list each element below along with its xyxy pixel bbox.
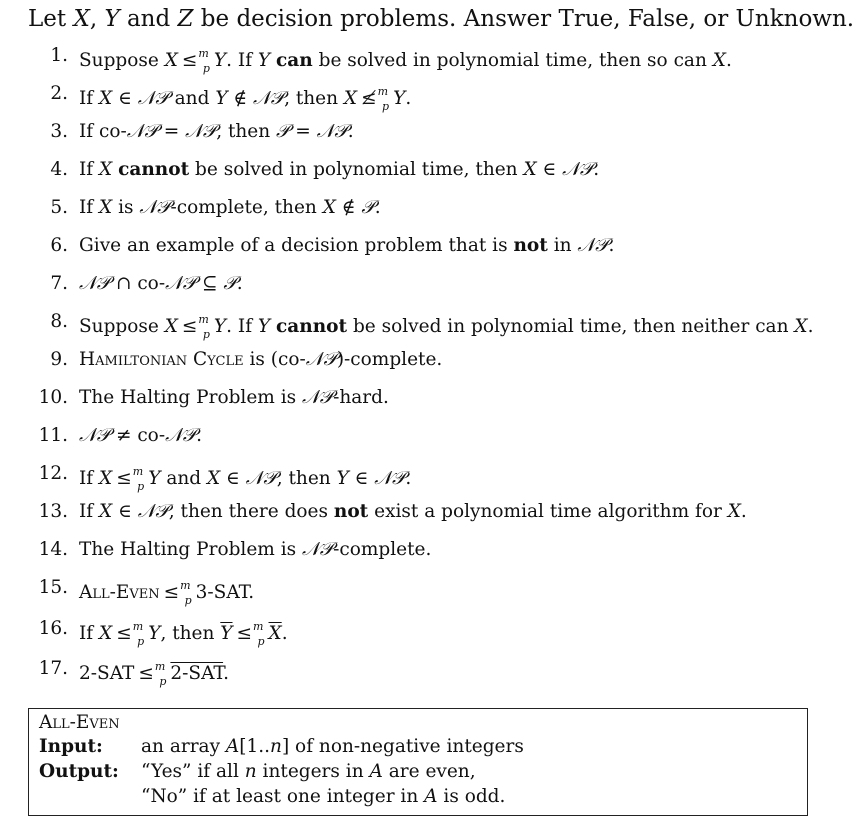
question-item	[0, 654, 856, 688]
question-item	[0, 459, 856, 493]
question-number: 3.	[50, 121, 68, 142]
intro-text: Let X, Y and Z be decision problems. Answer True, False, or Unknown.	[28, 6, 855, 32]
question-item	[0, 193, 856, 223]
question-number: 8.	[50, 311, 68, 332]
question-item	[0, 421, 856, 451]
question-number: 4.	[50, 159, 68, 180]
question-item	[0, 231, 856, 261]
question-number: 7.	[50, 273, 68, 294]
question-number: 15.	[38, 577, 68, 598]
question-number: 16.	[38, 618, 68, 639]
question-text: 𝒩𝒫 ∩ co-𝒩𝒫 ⊆ 𝒫.	[79, 273, 243, 294]
question-text: If X ≤$^m_p$ Y, then $\overline{Y} \le^m_p$ $\overline{X}$.	[79, 620, 288, 648]
question-item	[0, 79, 856, 113]
question-number: 14.	[38, 539, 68, 560]
question-item	[0, 307, 856, 341]
question-item	[0, 117, 856, 147]
question-number: 1.	[50, 45, 68, 66]
question-item	[0, 573, 856, 607]
question-text: 2-SAT ≤$^m_p$ 2-SAT.	[79, 660, 229, 688]
question-number: 17.	[38, 658, 68, 679]
question-item	[0, 345, 856, 375]
question-item	[0, 269, 856, 299]
problem-title: All-Even	[39, 712, 120, 733]
question-number: 13.	[38, 501, 68, 522]
question-text: Suppose X ≤$^m_p$ Y. If Y cannot be solved in polynomial time, then neither can X.	[79, 313, 814, 341]
output-row	[39, 760, 141, 784]
question-item	[0, 614, 856, 648]
question-text: If X cannot be solved in polynomial time, then X ∈ 𝒩𝒫.	[79, 159, 600, 180]
question-text: Hamiltonian Cycle is (co-𝒩𝒫)-complete.	[79, 349, 443, 370]
question-text: Give an example of a decision problem that is not in 𝒩𝒫.	[79, 235, 615, 256]
question-text: The Halting Problem is 𝒩𝒫-hard.	[79, 387, 389, 408]
output-yes-description: “Yes” if all n integers in A are even,	[141, 761, 476, 782]
question-text: The Halting Problem is 𝒩𝒫-complete.	[79, 539, 432, 560]
question-number: 2.	[50, 83, 68, 104]
question-number: 12.	[38, 463, 68, 484]
question-text: If X ∈ 𝒩𝒫, then there does not exist a polynomial time algorithm for X.	[79, 501, 747, 522]
question-item	[0, 497, 856, 527]
question-item	[0, 41, 856, 75]
question-number: 9.	[50, 349, 68, 370]
question-item	[0, 535, 856, 565]
question-number: 6.	[50, 235, 68, 256]
question-text: All-Even ≤$^m_p$ 3-SAT.	[79, 579, 255, 607]
question-text: If X is 𝒩𝒫-complete, then X ∉ 𝒫.	[79, 197, 381, 218]
question-text: If co-𝒩𝒫 = 𝒩𝒫, then 𝒫 = 𝒩𝒫.	[79, 121, 354, 142]
input-description: an array A[1..n] of non-negative integers	[141, 736, 524, 757]
question-number: 11.	[38, 425, 68, 446]
output-label: Output:	[39, 761, 119, 782]
question-item	[0, 155, 856, 185]
question-item	[0, 383, 856, 413]
question-number: 5.	[50, 197, 68, 218]
input-label: Input:	[39, 736, 103, 757]
question-text: 𝒩𝒫 ≠ co-𝒩𝒫.	[79, 425, 203, 446]
question-text: If X ≤$^m_p$ Y and X ∈ 𝒩𝒫, then Y ∈ 𝒩𝒫.	[79, 465, 412, 493]
output-no-description: “No” if at least one integer in A is odd.	[141, 786, 506, 807]
question-text: If X ∈ 𝒩𝒫 and Y ∉ 𝒩𝒫, then X ≰$^m_p$ Y.	[79, 85, 412, 113]
input-row	[39, 735, 141, 759]
question-number: 10.	[38, 387, 68, 408]
question-text: Suppose X ≤$^m_p$ Y. If Y can be solved in polynomial time, then so can X.	[79, 47, 732, 75]
all-even-problem-box	[28, 708, 808, 816]
